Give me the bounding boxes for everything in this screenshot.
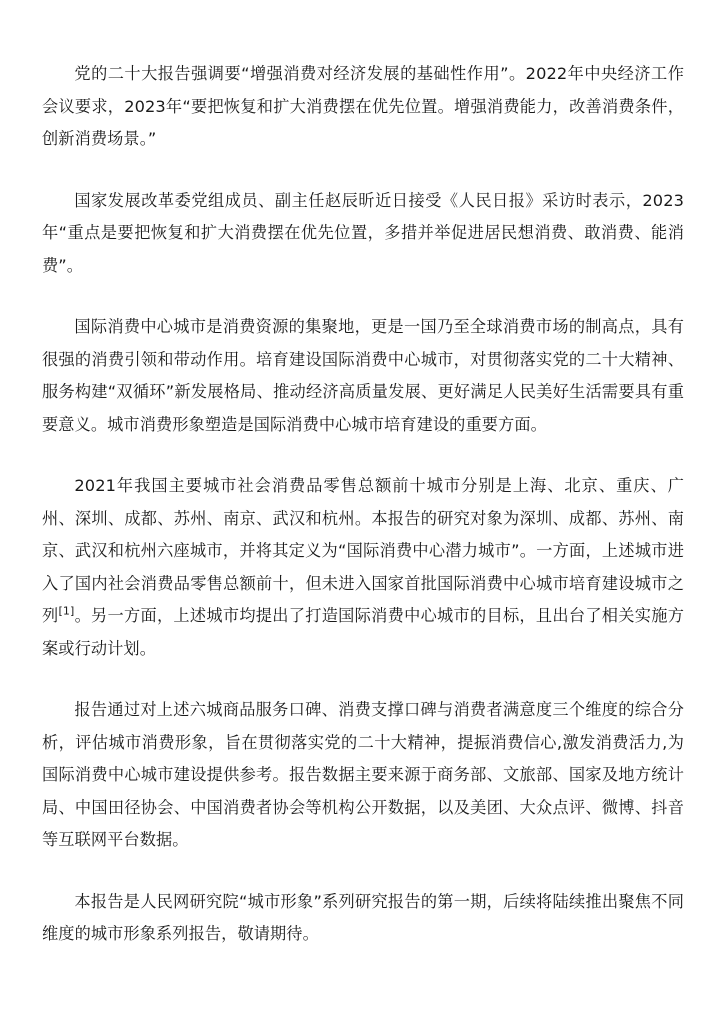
document-body bbox=[42, 58, 684, 951]
paragraph-4-text-after: 。另一方面，上述城市均提出了打造国际消费中心城市的目标，且出台了相关实施方案或行动计划。 bbox=[42, 606, 684, 658]
paragraph-5: 报告通过对上述六城商品服务口碑、消费支撑口碑与消费者满意度三个维度的综合分析，评估城市消费形象，旨在贯彻落实党的二十大精神，提振消费信心,激发消费活力,为国际消费中心城市建设提供参考。报告数据主要来源于商务部、文旅部、国家及地方统计局、中国田径协会、中国消费者协会等机构公开数据，以及美团、大众点评、微博、抖音等互联网平台数据。 bbox=[42, 700, 684, 849]
paragraph-4-text-before: 2021年我国主要城市社会消费品零售总额前十城市分别是上海、北京、重庆、广州、深圳、成都、苏州、南京、武汉和杭州。本报告的研究对象为深圳、成都、苏州、南京、武汉和杭州六座城市，并将其定义为“国际消费中心潜力城市”。一方面，上述城市进入了国内社会消费品零售总额前十，但未进入国家首批国际消费中心城市培育建设城市之列 bbox=[42, 476, 684, 625]
paragraph-6: 本报告是人民网研究院“城市形象”系列研究报告的第一期，后续将陆续推出聚焦不同维度的城市形象系列报告，敬请期待。 bbox=[42, 891, 684, 943]
footnote-marker[interactable]: [1] bbox=[58, 604, 75, 618]
paragraph-1: 党的二十大报告强调要“增强消费对经济发展的基础性作用”。2022年中央经济工作会议要求，2023年“要把恢复和扩大消费摆在优先位置。增强消费能力，改善消费条件，创新消费场景。” bbox=[42, 64, 684, 148]
paragraph-4 bbox=[42, 470, 684, 665]
paragraph-3: 国际消费中心城市是消费资源的集聚地，更是一国乃至全球消费市场的制高点，具有很强的消费引领和带动作用。培育建设国际消费中心城市，对贯彻落实党的二十大精神、服务构建“双循环”新发展格局、推动经济高质量发展、更好满足人民美好生活需要具有重要意义。城市消费形象塑造是国际消费中心城市培育建设的重要方面。 bbox=[42, 317, 684, 434]
paragraph-2: 国家发展改革委党组成员、副主任赵辰昕近日接受《人民日报》采访时表示，2023年“重点是要把恢复和扩大消费摆在优先位置，多措并举促进居民想消费、敢消费、能消费”。 bbox=[42, 190, 684, 275]
